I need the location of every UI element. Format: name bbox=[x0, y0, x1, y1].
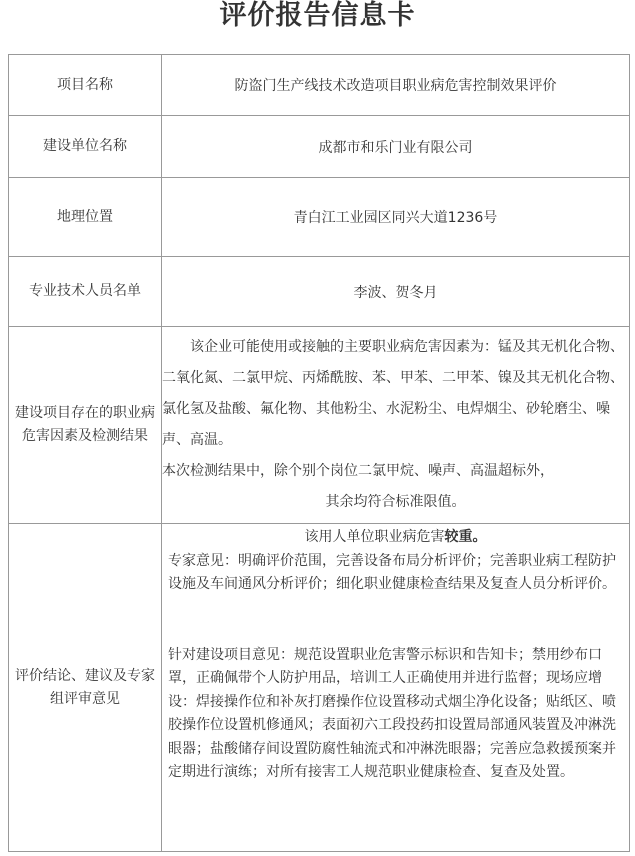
row-label-staff: 专业技术人员名单 bbox=[9, 257, 162, 327]
row-label-hazards: 建设项目存在的职业病危害因素及检测结果 bbox=[9, 327, 162, 524]
conclusion-summary bbox=[168, 526, 623, 550]
project-opinion-text: 针对建设项目意见：规范设置职业危害警示标识和告知卡；禁用纱布口罩，正确佩带个人防护用品，培训工人正确使用并进行监督；现场应增设：焊接操作位和补灰打磨操作位设置移动式烟尘净化设备；贴纸区、喷胶操作位设置机修通风；表面初六工段投药扣设置局部通风装置及冲淋洗眼器；盐酸储存间设置防腐性轴流式和冲淋洗眼器；完善应急救援预案并定期进行演练；对所有接害工人规范职业健康检查、复查及处置。 bbox=[168, 646, 616, 780]
row-value-conclusion bbox=[162, 524, 630, 852]
row-value-location: 青白江工业园区同兴大道1236号 bbox=[162, 178, 630, 257]
row-value-company: 成都市和乐门业有限公司 bbox=[162, 116, 630, 178]
row-label-project-name: 项目名称 bbox=[9, 55, 162, 116]
expert-opinion-text: 专家意见：明确评价范围，完善设备布局分析评价；完善职业病工程防护设施及车间通风分析评价；细化职业健康检查结果及复查人员分析评价。 bbox=[168, 552, 616, 592]
info-table bbox=[8, 54, 630, 852]
row-label-conclusion: 评价结论、建议及专家组评审意见 bbox=[9, 524, 162, 852]
hazards-result-text-2: 其余均符合标准限值。 bbox=[325, 494, 466, 510]
conclusion-summary-text: 该用人单位职业病危害 bbox=[304, 529, 445, 545]
row-label-location: 地理位置 bbox=[9, 178, 162, 257]
table-row bbox=[9, 257, 630, 327]
hazards-factors-text: 该企业可能使用或接触的主要职业病危害因素为：锰及其无机化合物、二氧化氮、二氯甲烷、丙烯酰胺、苯、甲苯、二甲苯、镍及其无机化合物、氯化氢及盐酸、氟化物、其他粉尘、水泥粉尘、电焊烟尘、砂轮磨尘、噪声、高温。 bbox=[162, 339, 624, 448]
spacer bbox=[168, 597, 623, 644]
table-row bbox=[9, 55, 630, 116]
table-row bbox=[9, 178, 630, 257]
row-value-hazards bbox=[162, 327, 630, 524]
hazards-result-text: 本次检测结果中，除个别个岗位二氯甲烷、噪声、高温超标外， bbox=[162, 463, 554, 479]
table-row bbox=[9, 327, 630, 524]
table-row bbox=[9, 524, 630, 852]
row-value-staff: 李波、贺冬月 bbox=[162, 257, 630, 327]
page-title: 评价报告信息卡 bbox=[219, 0, 416, 31]
conclusion-severity: 较重。 bbox=[444, 529, 487, 545]
row-label-company: 建设单位名称 bbox=[9, 116, 162, 178]
table-row bbox=[9, 116, 630, 178]
row-value-project-name: 防盗门生产线技术改造项目职业病危害控制效果评价 bbox=[162, 55, 630, 116]
